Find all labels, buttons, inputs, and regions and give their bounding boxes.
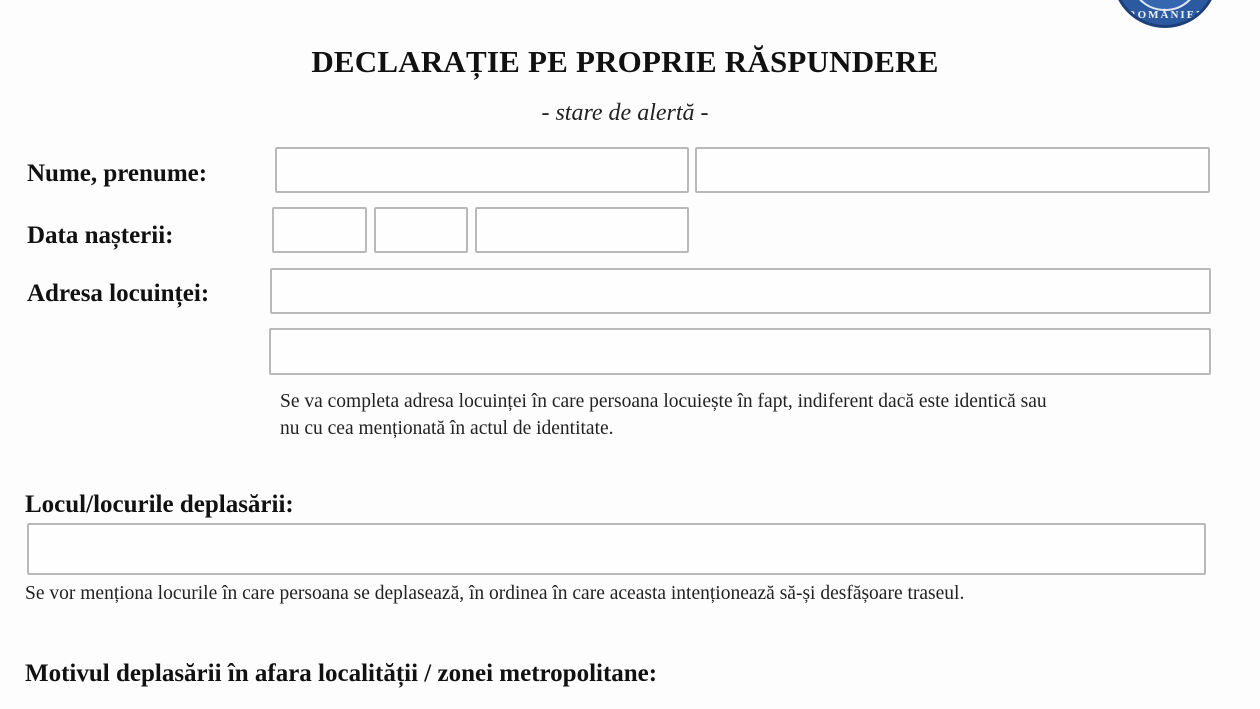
- document-title: DECLARAȚIE PE PROPRIE RĂSPUNDERE: [311, 44, 939, 79]
- address-note-line1: Se va completa adresa locuinței în care persoana locuiește în fapt, indiferent dacă este identică sau: [280, 391, 1047, 412]
- travel-reason-label: Motivul deplasării în afara localității / zonei metropolitane:: [25, 660, 658, 687]
- birth-date-label: Data nașterii:: [27, 222, 174, 249]
- seal-text: ROMÂNIEI: [1127, 9, 1203, 21]
- official-seal: [1112, 0, 1218, 28]
- last-name-field[interactable]: [275, 147, 689, 193]
- name-label: Nume, prenume:: [27, 160, 208, 187]
- first-name-field[interactable]: [695, 147, 1210, 193]
- address-line1-field[interactable]: [270, 268, 1211, 314]
- document-subtitle: - stare de alertă -: [541, 100, 709, 126]
- travel-places-note: Se vor menționa locurile în care persoana se deplasează, în ordinea în care aceasta intenționează să-și desfășoare traseul.: [25, 583, 965, 604]
- address-label: Adresa locuinței:: [27, 280, 210, 307]
- address-note: [280, 388, 1047, 442]
- address-note-line2: nu cu cea menționată în actul de identitate.: [280, 418, 614, 439]
- birth-year-field[interactable]: [475, 207, 689, 253]
- travel-places-label: Locul/locurile deplasării:: [25, 491, 294, 518]
- travel-places-field[interactable]: [27, 523, 1206, 575]
- birth-month-field[interactable]: [374, 207, 468, 253]
- birth-day-field[interactable]: [272, 207, 367, 253]
- address-line2-field[interactable]: [269, 328, 1211, 375]
